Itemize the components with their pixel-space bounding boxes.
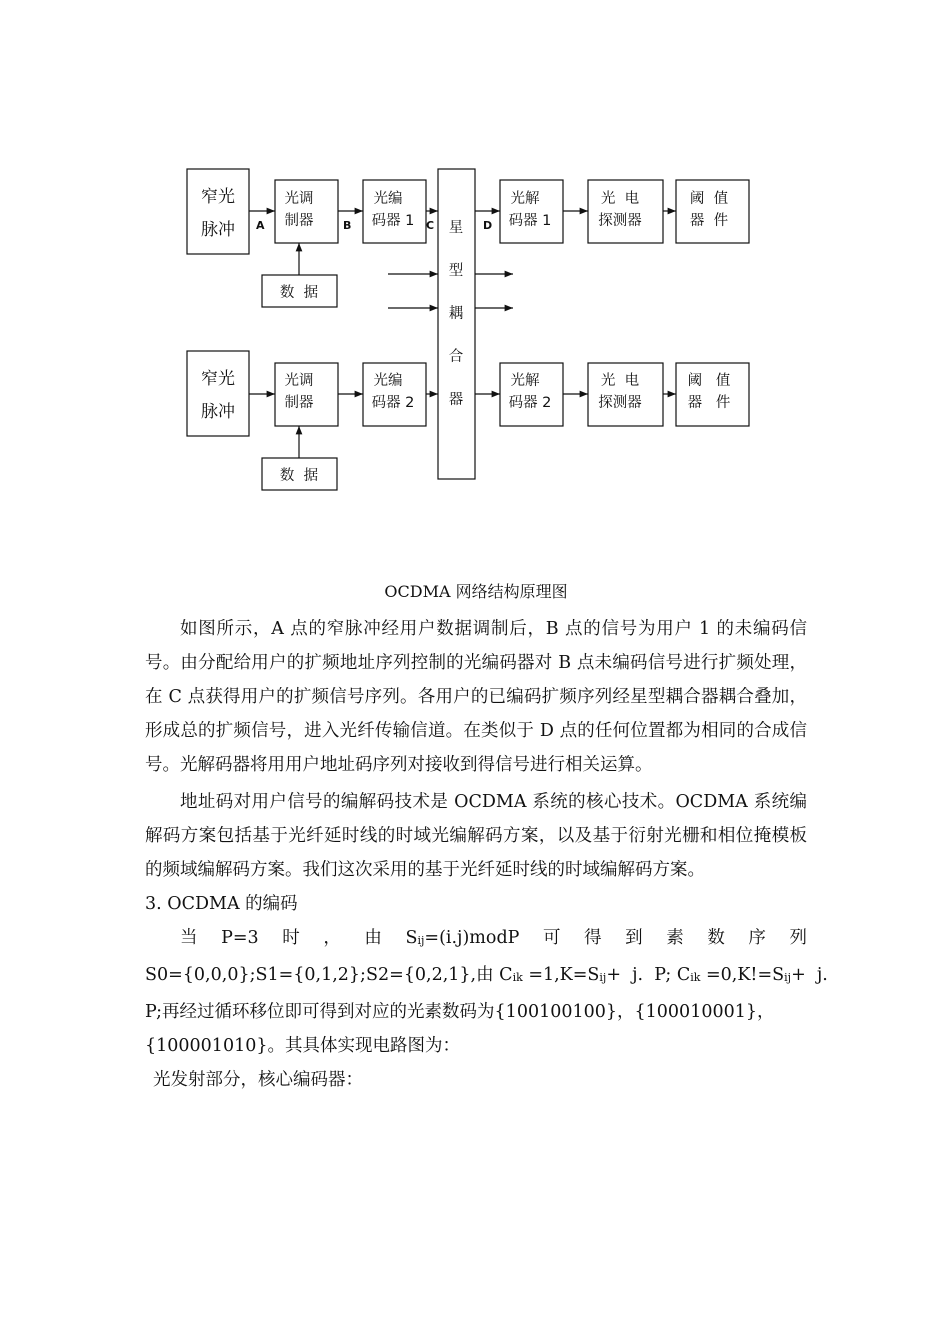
figure-caption: OCDMA 网络结构原理图 bbox=[384, 582, 568, 601]
encoder-1 bbox=[363, 180, 426, 243]
f-word-3: 时 bbox=[282, 928, 300, 948]
modulator-1 bbox=[275, 180, 338, 243]
encoder-2-line2: 码器 2 bbox=[371, 395, 415, 411]
modulator-2-line1: 光调 bbox=[284, 373, 314, 389]
body-text bbox=[145, 612, 828, 1097]
source-1-line1: 窄光 bbox=[201, 187, 235, 207]
point-b-label: B bbox=[343, 219, 352, 232]
narrow-pulse-source-2 bbox=[187, 351, 249, 436]
f2-sub-ik-2: ik bbox=[690, 971, 701, 984]
formula-line-4: {100001010}。其具体实现电路图为： bbox=[145, 1036, 460, 1056]
photodetector-2-line1: 光 电 bbox=[600, 373, 640, 389]
encoder-section-line: 光发射部分，核心编码器： bbox=[153, 1070, 363, 1090]
threshold-2-line1: 阈 值 bbox=[687, 373, 731, 389]
f-word-10: 得 bbox=[584, 928, 602, 948]
formula-line-2 bbox=[145, 958, 828, 995]
f-word-11: 到 bbox=[625, 928, 643, 948]
decoder-2-line1: 光解 bbox=[510, 373, 540, 389]
f-word-9: 可 bbox=[543, 928, 561, 948]
data-2-label: 数 据 bbox=[279, 468, 319, 484]
encoder-2-line1: 光编 bbox=[373, 373, 403, 389]
section-heading: 3. OCDMA 的编码 bbox=[145, 894, 298, 914]
formula-line-1 bbox=[145, 921, 807, 958]
decoder-2-line2: 码器 2 bbox=[508, 395, 552, 411]
modulator-1-line1: 光调 bbox=[284, 191, 314, 207]
f2-sub-ij-2: ij bbox=[784, 971, 792, 984]
threshold-1-line2: 器 件 bbox=[689, 213, 729, 229]
photodetector-2-line2: 探测器 bbox=[598, 395, 642, 411]
photodetector-1-line1: 光 电 bbox=[600, 191, 640, 207]
threshold-1-line1: 阈 值 bbox=[689, 191, 729, 207]
modulator-2-line2: 制器 bbox=[284, 395, 314, 411]
f-word-1: 当 bbox=[180, 928, 198, 948]
point-a-label: A bbox=[256, 219, 265, 232]
threshold-1 bbox=[676, 180, 749, 243]
formula-line-3: P;再经过循环移位即可得到对应的光素数码为{100100100}，{100010001}， bbox=[145, 1002, 775, 1022]
f-sij-expr bbox=[405, 921, 519, 958]
encoder-1-line2: 码器 1 bbox=[371, 213, 415, 229]
point-d-label: D bbox=[483, 219, 493, 232]
f-word-2: P=3 bbox=[221, 928, 259, 948]
f-word-5: 由 bbox=[364, 928, 382, 948]
decoder-1 bbox=[500, 180, 563, 243]
f-word-14: 序 bbox=[748, 928, 766, 948]
narrow-pulse-source-1 bbox=[187, 169, 249, 254]
source-2-line2: 脉冲 bbox=[201, 402, 235, 422]
decoder-1-line1: 光解 bbox=[510, 191, 540, 207]
f-word-12: 素 bbox=[666, 928, 684, 948]
encoder-1-line1: 光编 bbox=[373, 191, 403, 207]
threshold-2-line2: 器 件 bbox=[687, 395, 731, 411]
f2-c: + j. P; C bbox=[606, 965, 691, 985]
f2-d: =0,K!=S bbox=[700, 965, 785, 985]
f-word-13: 数 bbox=[707, 928, 725, 948]
coupler-char-3: 耦 bbox=[448, 306, 464, 322]
f-word-4: ， bbox=[323, 928, 341, 948]
f-s: S bbox=[405, 928, 418, 948]
f2-sub-ij-1: ij bbox=[599, 971, 607, 984]
coupler-char-4: 合 bbox=[448, 349, 464, 365]
ocdma-network-diagram bbox=[0, 0, 950, 560]
f-sub-ij: ij bbox=[417, 934, 425, 947]
photodetector-1 bbox=[588, 180, 663, 243]
paragraph-2: 地址码对用户信号的编解码技术是 OCDMA 系统的核心技术。OCDMA 系统编解码方案包括基于光纤延时线的时域光编解码方案，以及基于衍射光栅和相位掩模板的频域编解码方案。我们这次采用的基于光纤延时线的时域编解码方案。 bbox=[145, 792, 807, 880]
photodetector-1-line2: 探测器 bbox=[598, 213, 642, 229]
star-coupler-box bbox=[438, 169, 475, 479]
data-1-label: 数 据 bbox=[279, 285, 319, 301]
f2-sub-ik-1: ik bbox=[512, 971, 523, 984]
coupler-char-1: 星 bbox=[448, 220, 464, 236]
coupler-char-5: 器 bbox=[448, 392, 464, 408]
paragraph-1: 如图所示，A 点的窄脉冲经用户数据调制后，B 点的信号为用户 1 的未编码信号。由分配给用户的扩频地址序列控制的光编码器对 B 点未编码信号进行扩频处理，在 C 点获得用户的扩频信号序列。各用户的已编码扩频序列经星型耦合器耦合叠加，形成总的扩频信号，进入光纤传输信道。在类似于 D 点的任何位置都为相同的合成信号。光解码器将用用户地址码序列对接收到得信号进行相关运算。 bbox=[145, 619, 807, 775]
star-coupler bbox=[438, 169, 475, 479]
decoder-1-line2: 码器 1 bbox=[508, 213, 552, 229]
f2-e: + j. bbox=[791, 965, 828, 985]
point-c-label: C bbox=[426, 219, 435, 232]
coupler-char-2: 型 bbox=[448, 263, 464, 279]
source-2-line1: 窄光 bbox=[201, 369, 235, 389]
f2-a: S0={0,0,0};S1={0,1,2};S2={0,2,1},由 C bbox=[145, 965, 513, 985]
f-mod: =(i.j)modP bbox=[424, 928, 520, 948]
modulator-1-line2: 制器 bbox=[284, 213, 314, 229]
f-word-15: 列 bbox=[789, 928, 807, 948]
source-1-line2: 脉冲 bbox=[201, 220, 235, 240]
f2-b: =1,K=S bbox=[522, 965, 600, 985]
